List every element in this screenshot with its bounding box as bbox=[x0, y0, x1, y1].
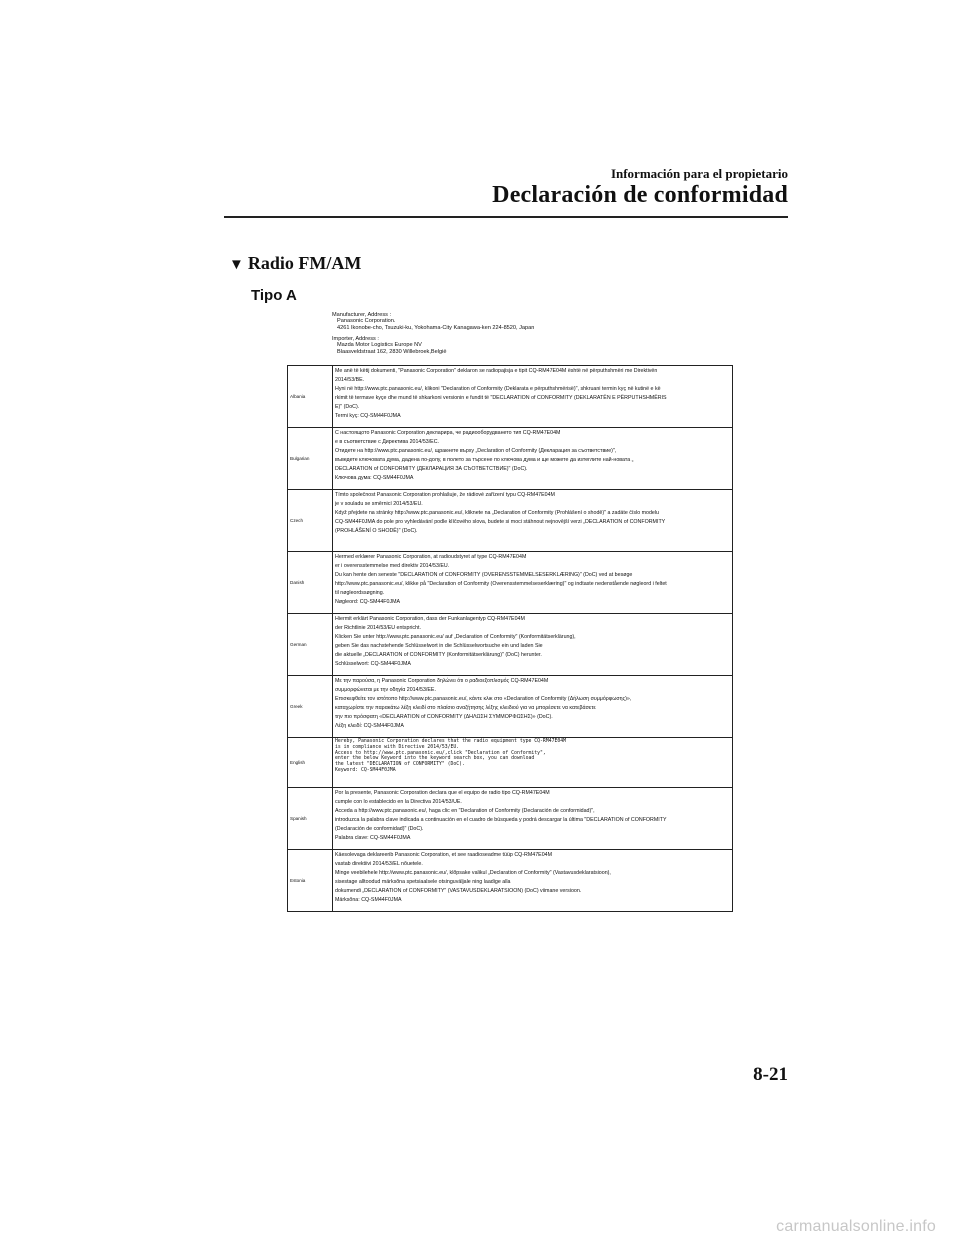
declaration-text-cell bbox=[333, 850, 733, 912]
declaration-text-cell bbox=[333, 552, 733, 614]
language-cell: Czech bbox=[288, 490, 333, 552]
manufacturer-label: Manufacturer, Address : bbox=[332, 312, 392, 318]
table-row bbox=[288, 614, 733, 676]
declaration-text-cell bbox=[333, 490, 733, 552]
declaration-line: 2014/53/BE. bbox=[335, 376, 365, 383]
section-heading bbox=[229, 253, 361, 274]
declaration-line: (Declaración de conformidad)" (DoC). bbox=[335, 825, 424, 832]
language-cell: Albania bbox=[288, 366, 333, 428]
page-number: 8-21 bbox=[753, 1064, 788, 1085]
declaration-line: DECLARATION of CONFORMITY (ДЕКЛАРАЦИЯ ЗА СЪОТВЕТСТВИЕ)" (DoC). bbox=[335, 465, 528, 472]
declaration-text-cell bbox=[333, 428, 733, 490]
declaration-line: vastab direktiivi 2014/53/EL nõuetele. bbox=[335, 860, 423, 867]
declaration-line: der Richtlinie 2014/53/EU entspricht. bbox=[335, 624, 421, 631]
importer-label: Importer, Address : bbox=[332, 336, 379, 342]
declaration-line: introduzca la palabra clave indicada a continuación en el cuadro de búsqueda y podrá descargar la última "DECLARATION of CONFORMITY bbox=[335, 816, 667, 823]
declaration-text-cell bbox=[333, 614, 733, 676]
declaration-line: Tímto společnost Panasonic Corporation prohlašuje, že rádiové zařízení typu CQ-RM47E04M bbox=[335, 492, 555, 498]
declaration-line: Du kan hente den seneste "DECLARATION of CONFORMITY (OVERENSSTEMMELSESERKLÆRING)" (DoC) ved at besøge bbox=[335, 571, 633, 578]
declaration-line: συμμορφώνεται με την οδηγία 2014/53/ΕΕ. bbox=[335, 686, 436, 693]
header-rule bbox=[224, 216, 788, 218]
table-row bbox=[288, 676, 733, 738]
declaration-line: geben Sie das nachstehende Schlüsselwort in die Schlüsselwortsuche ein und laden Sie bbox=[335, 642, 543, 649]
declaration-line: Hyni në http://www.ptc.panasonic.eu/, klikoni "Declaration of Conformity (Deklarata e përputhshmërisë)", shkruani termin kyç në kutinë e kë bbox=[335, 385, 661, 392]
header-subtitle: Información para el propietario bbox=[610, 166, 788, 181]
declaration-text-cell bbox=[333, 738, 733, 788]
language-cell: Danish bbox=[288, 552, 333, 614]
declaration-table bbox=[287, 365, 733, 912]
manufacturer-address: 4261 Ikonobe-cho, Tsuzuki-ku, Yokohama-City Kanagawa-ken 224-8520, Japan bbox=[337, 324, 535, 331]
declaration-line: Hermed erklærer Panasonic Corporation, at radioudstyret af type CQ-RM47E04M bbox=[335, 554, 527, 560]
declaration-line: Nøgleord: CQ-SM44F0JMA bbox=[335, 598, 401, 605]
triangle-marker-icon: ▼ bbox=[229, 257, 244, 273]
declaration-line: Με την παρούσα, η Panasonic Corporation δηλώνει ότι ο ραδιοεξοπλισμός CQ-RM47E04M bbox=[335, 678, 549, 684]
manufacturer-block bbox=[332, 312, 534, 331]
importer-block bbox=[332, 336, 446, 355]
declaration-line: С настоящото Panasonic Corporation декларира, че радиооборудването тип CQ-RM47E04M bbox=[335, 430, 561, 436]
language-cell: German bbox=[288, 614, 333, 676]
table-row bbox=[288, 738, 733, 788]
declaration-line: Schlüsselwort: CQ-SM44F0JMA bbox=[335, 660, 411, 667]
section-title: Radio FM/AM bbox=[247, 253, 362, 273]
declaration-line: CQ-SM44F0JMA do pole pro vyhledávání podle klíčového slova, budete si moci stáhnout nejnovější verzi „DECLARATION of CONFORMITY bbox=[335, 518, 666, 525]
table-row bbox=[288, 552, 733, 614]
declaration-line: Märksõna: CQ-SM44F0JMA bbox=[335, 896, 402, 903]
declaration-text-cell bbox=[333, 788, 733, 850]
declaration-line: Hiermit erklärt Panasonic Corporation, dass der Funkanlagentyp CQ-RM47E04M bbox=[335, 616, 525, 622]
declaration-line: enter the below Keyword into the keyword search box, you can download bbox=[335, 756, 535, 762]
declaration-line: E)" (DoC). bbox=[335, 403, 360, 410]
declaration-line: Me anë të këtij dokumenti, "Panasonic Corporation" deklaron se radiopajisja e tipit CQ-RM47E04M është në përputhshmëri me Direktivën bbox=[335, 368, 658, 374]
importer-name: Mazda Motor Logistics Europe NV bbox=[337, 342, 422, 349]
manufacturer-name: Panasonic Corporation. bbox=[337, 318, 396, 325]
importer-address: Blaasveldstraat 162, 2830 Willebroek,België bbox=[337, 348, 447, 355]
table-row bbox=[288, 850, 733, 912]
declaration-line: Hereby, Panasonic Corporation declares that the radio equipment type CQ-RM47E04M bbox=[335, 739, 567, 744]
declaration-line: е в съответствие с Директива 2014/53/ЕС. bbox=[335, 438, 440, 445]
declaration-line: την πιο πρόσφατη «DECLARATION of CONFORMITY (ΔΗΛΩΣΗ ΣΥΜΜΟΡΦΩΣΗΣ)» (DoC). bbox=[335, 713, 553, 720]
declaration-line: Klicken Sie unter http://www.ptc.panasonic.eu/ auf „Declaration of Conformity" (Konformitätserklärung), bbox=[335, 633, 576, 640]
declaration-text-cell bbox=[333, 366, 733, 428]
declaration-line: die aktuelle „DECLARATION of CONFORMITY (Konformitätserklärung)" (DoC) herunter. bbox=[335, 651, 542, 658]
declaration-line: Minge veebilehele http://www.ptc.panasonic.eu/, klõpsake valikul „Declaration of Conformity" (Vastavusdeklaratsioon), bbox=[335, 869, 611, 876]
declaration-line: Palabra clave: CQ-SM44F0JMA bbox=[335, 834, 411, 841]
declaration-line: Käesolevaga deklareerib Panasonic Corporation, et see raadioseadme tüüp CQ-RM47E04M bbox=[335, 852, 553, 858]
language-cell: Estonia bbox=[288, 850, 333, 912]
declaration-line: καταχωρίστε την παρακάτω λέξη κλειδί στο πλαίσιο αναζήτησης λέξης κλειδιού για να μπορέσετε να κατεβάσετε bbox=[335, 704, 596, 711]
table-row bbox=[288, 366, 733, 428]
language-cell: Greek bbox=[288, 676, 333, 738]
declaration-line: Acceda a http://www.ptc.panasonic.eu/, haga clic en "Declaration of Conformity (Declaración de conformidad)", bbox=[335, 807, 595, 814]
declaration-line: the latest "DECLARATION of CONFORMITY" (DoC). bbox=[335, 762, 465, 768]
declaration-line: Keyword: CQ-SM44F0JMA bbox=[335, 767, 396, 773]
declaration-line: rkimit të termave kyçe dhe mund të shkarkoni versionin e fundit të "DECLARATION of CONFORMITY (DEKLARATËN E PËRPUTHSHMËRIS bbox=[335, 394, 667, 401]
declaration-line: Отидете на http://www.ptc.panasonic.eu/, щракнете върху „Declaration of Conformity (Декларация за съответствие)", bbox=[335, 447, 617, 454]
declaration-line: cumple con lo establecido en la Directiva 2014/53/UE. bbox=[335, 798, 462, 805]
declaration-line: je v souladu se směrnicí 2014/53/EU. bbox=[335, 500, 423, 507]
language-cell: English bbox=[288, 738, 333, 788]
table-row bbox=[288, 490, 733, 552]
declaration-line: is in compliance with Directive 2014/53/EU. bbox=[335, 744, 460, 750]
declaration-line: Termi kyç: CQ-SM44F0JMA bbox=[335, 412, 401, 419]
language-cell: Spanish bbox=[288, 788, 333, 850]
watermark: carmanualsonline.info bbox=[776, 1218, 936, 1235]
declaration-text-cell bbox=[333, 676, 733, 738]
declaration-line: http://www.ptc.panasonic.eu/, klikke på "Declaration of Conformity (Overensstemmelseserklæring)" og indtaste nedenstående nøgleord i feltet bbox=[335, 580, 667, 587]
declaration-line: Por la presente, Panasonic Corporation declara que el equipo de radio tipo CQ-RM47E04M bbox=[335, 790, 550, 796]
language-cell: Bulgarian bbox=[288, 428, 333, 490]
declaration-line: sisestage alltoodud märksõna spetsiaalsele otsinguväljale ning laadige alla bbox=[335, 878, 511, 885]
subsection-heading: Tipo A bbox=[251, 287, 297, 304]
declaration-line: въведете ключовата дума, дадена по-долу, в полето за търсене по ключова дума и ще можете да изтеглите най-новата „ bbox=[335, 456, 634, 463]
declaration-line: Access to http://www.ptc.panasonic.eu/,click "Declaration of Conformity", bbox=[335, 750, 546, 756]
declaration-line: Když přejdete na stránky http://www.ptc.panasonic.eu/, kliknete na „Declaration of Conformity (Prohlášení o shodě)" a zadáte číslo modelu bbox=[335, 509, 659, 516]
declaration-line: til nøgleordssøgning. bbox=[335, 589, 385, 596]
declaration-line: Λέξη κλειδί: CQ-SM44F0JMA bbox=[335, 722, 404, 729]
declaration-line: Ключова дума: CQ-SM44F0JMA bbox=[335, 474, 414, 481]
declaration-line: (PROHLÁŠENÍ O SHODĚ)" (DoC). bbox=[335, 527, 418, 534]
declaration-line: Επισκεφθείτε τον ιστότοπο http://www.ptc.panasonic.eu/, κάντε κλικ στο «Declaration of Conformity (Δήλωση συμμόρφωσης)», bbox=[335, 695, 632, 702]
declaration-line: dokumendi „DECLARATION of CONFORMITY" (VASTAVUSDEKLARATSIOON) (DoC) viimane versioon. bbox=[335, 887, 582, 894]
page-title: Declaración de conformidad bbox=[492, 182, 788, 208]
table-row bbox=[288, 428, 733, 490]
declaration-line: er i overensstemmelse med direktiv 2014/53/EU. bbox=[335, 562, 450, 569]
table-row bbox=[288, 788, 733, 850]
